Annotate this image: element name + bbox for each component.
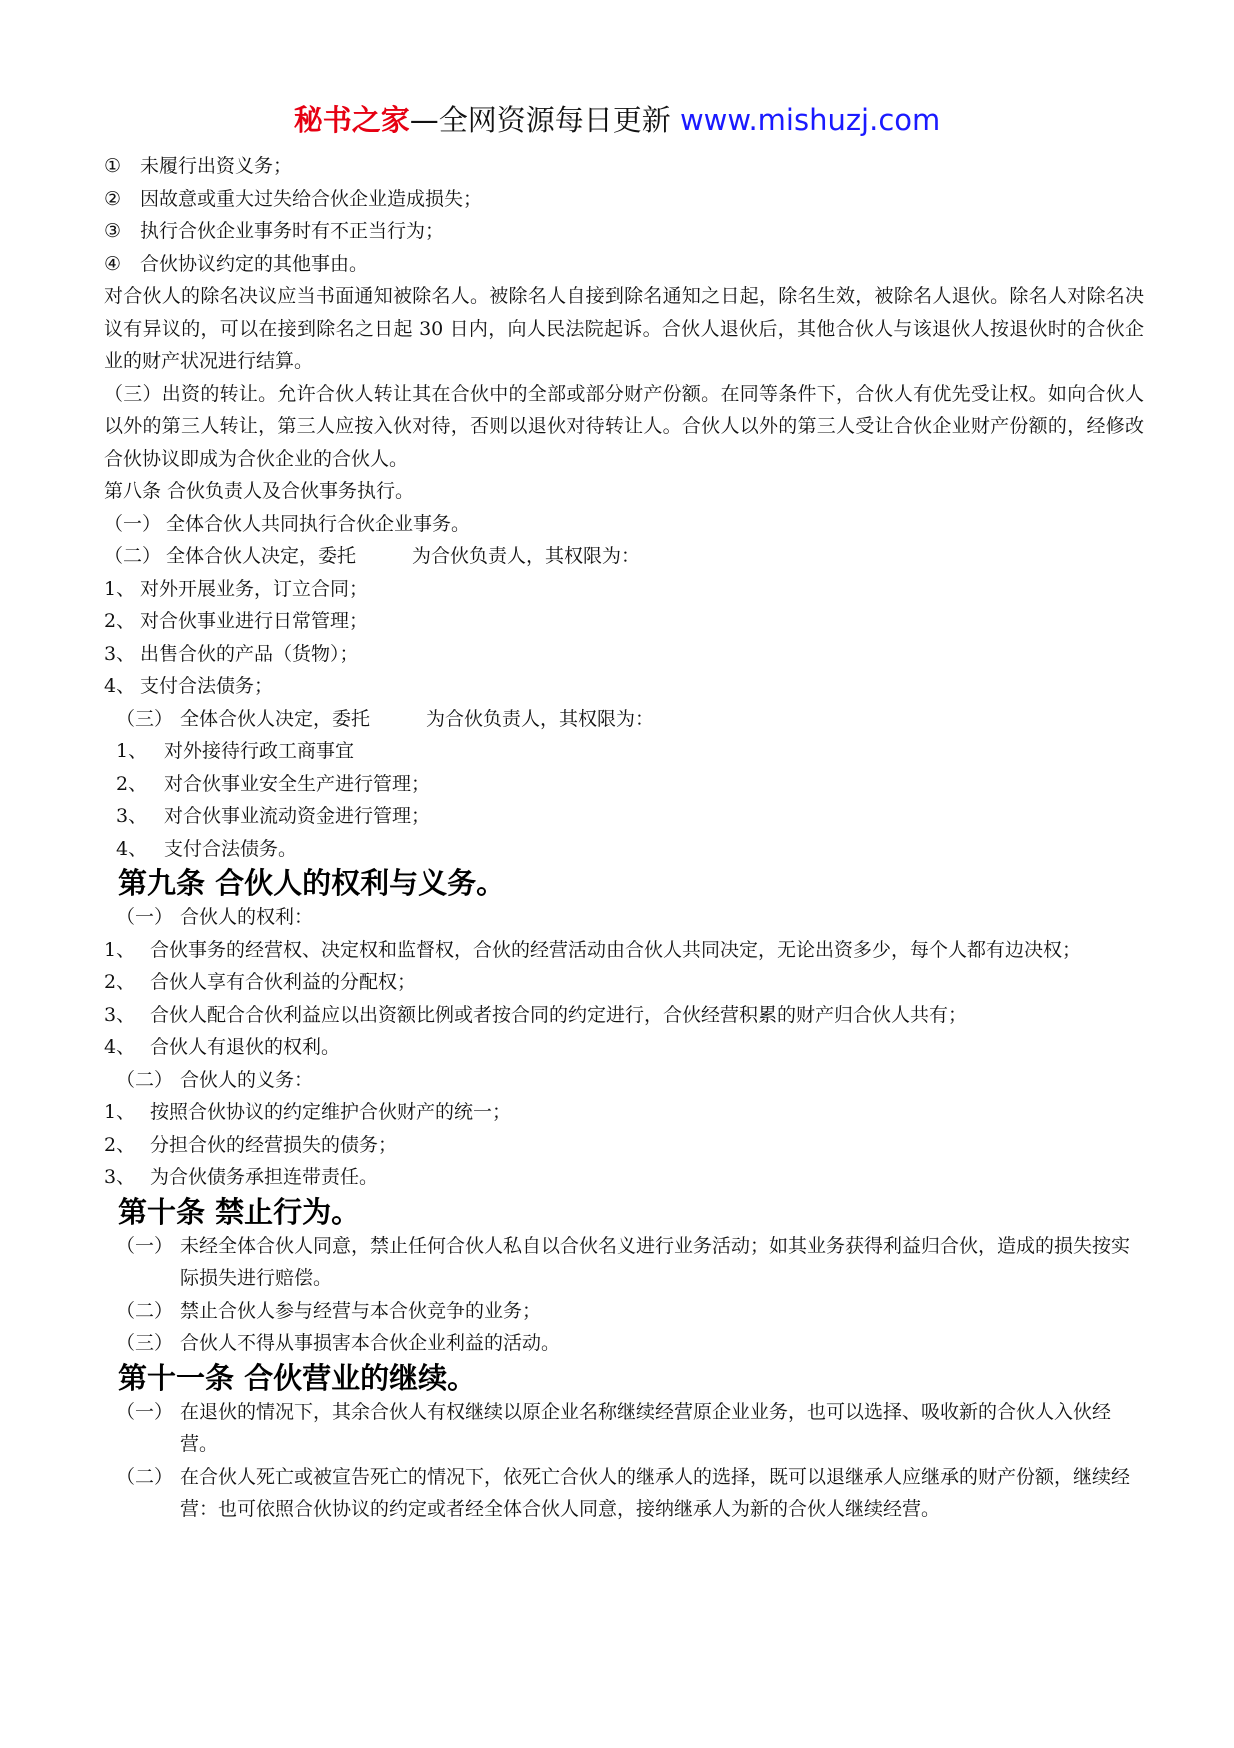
site-header [0, 100, 1234, 140]
item-marker: 4、 [116, 837, 148, 860]
item-marker: 2、 [104, 971, 136, 993]
list-item [104, 1161, 1144, 1194]
list-item [104, 768, 1144, 801]
list-item [104, 573, 1144, 606]
item-text: 支付合法债务； [140, 675, 274, 697]
item-text: 对外接待行政工商事宜 [164, 740, 355, 762]
item-text: 对合伙事业进行日常管理； [140, 610, 369, 632]
item-marker: （二） [104, 545, 162, 567]
header-brand: 秘书之家 [293, 103, 410, 137]
list-item [104, 703, 1144, 736]
item-marker: 1、 [116, 740, 148, 762]
item-marker: 1、 [104, 577, 136, 600]
item-marker: 1、 [104, 1101, 136, 1123]
item-marker: 3、 [104, 1166, 136, 1188]
list-item [104, 966, 1144, 999]
item-text: 合伙人享有合伙利益的分配权； [150, 971, 417, 993]
item-text: 全体合伙人共同执行合伙企业事务。 [166, 512, 471, 535]
item-marker: 3、 [116, 805, 148, 827]
item-text: 对外开展业务，订立合同； [140, 577, 369, 600]
paragraph-dismissal: 对合伙人的除名决议应当书面通知被除名人。被除名人自接到除名通知之日起，除名生效，被除名人退伙。除名人对除名决议有异议的，可以在接到除名之日起 30 日内，向人民法院起诉。合伙人退伙后，其他合伙人与该退伙人按退伙时的合伙企业的财产状况进行结算。 [104, 285, 1144, 372]
item-marker: 3、 [104, 642, 136, 665]
list-item [104, 1096, 1144, 1129]
item-marker: 2、 [104, 610, 136, 632]
article-10-title: 第十条 禁止行为。 [118, 1194, 361, 1229]
item-text [180, 703, 1144, 736]
item-marker: ② [104, 187, 122, 210]
item-text-b: 为合伙负责人，其权限为： [426, 707, 655, 730]
item-marker: 2、 [116, 772, 148, 795]
item-text [166, 540, 1144, 573]
item-text: 合伙人有退伙的权利。 [150, 1036, 341, 1058]
list-item [104, 1031, 1144, 1064]
item-text: 出售合伙的产品（货物）； [140, 642, 359, 665]
list-item [104, 999, 1144, 1032]
list-item [104, 508, 1144, 541]
list-item [104, 248, 1144, 281]
list-item [104, 540, 1144, 573]
item-text: 合伙人的权利： [180, 906, 314, 928]
item-text: 为合伙债务承担连带责任。 [150, 1166, 379, 1188]
item-text: 未经全体合伙人同意，禁止任何合伙人私自以合伙名义进行业务活动；如其业务获得利益归合伙，造成的损失按实际损失进行赔偿。 [180, 1234, 1131, 1289]
list-item [104, 215, 1144, 248]
item-marker: （一） [104, 512, 162, 535]
item-text: 对合伙事业安全生产进行管理； [164, 772, 431, 795]
list-item [104, 901, 1144, 934]
list-item [104, 605, 1144, 638]
list-item [104, 1327, 1144, 1360]
list-item [104, 735, 1144, 768]
item-marker: 2、 [104, 1133, 136, 1156]
list-item [104, 1230, 1144, 1295]
item-text: 按照合伙协议的约定维护合伙财产的统一； [150, 1101, 512, 1123]
item-text: 执行合伙企业事务时有不正当行为； [140, 220, 445, 242]
header-tagline: —全网资源每日更新 [409, 103, 671, 137]
list-item [104, 150, 1144, 183]
list-item [104, 183, 1144, 216]
article-8-title: 第八条 合伙负责人及合伙事务执行。 [104, 480, 415, 502]
item-marker: （二） [116, 1299, 174, 1322]
item-text: 因故意或重大过失给合伙企业造成损失； [140, 187, 483, 210]
item-text-a: 全体合伙人决定，委托 [166, 545, 357, 567]
list-item [104, 1064, 1144, 1097]
item-marker: 4、 [104, 1036, 136, 1058]
item-text-a: 全体合伙人决定，委托 [180, 707, 371, 730]
list-item [104, 934, 1144, 967]
item-marker: ① [104, 155, 122, 177]
list-item [104, 1461, 1144, 1526]
header-url[interactable]: www.mishuzj.com [679, 103, 941, 137]
document-body [104, 150, 1144, 1526]
item-marker: 1、 [104, 938, 136, 961]
list-item [104, 1129, 1144, 1162]
item-text: 合伙协议约定的其他事由。 [140, 252, 369, 275]
item-marker: （一） [116, 1234, 174, 1257]
item-text: 合伙事务的经营权、决定权和监督权，合伙的经营活动由合伙人共同决定，无论出资多少，每个人都有边决权； [150, 938, 1082, 961]
item-marker: ③ [104, 220, 122, 242]
item-marker: 3、 [104, 1003, 136, 1026]
item-text: 在退伙的情况下，其余合伙人有权继续以原企业名称继续经营原企业业务，也可以选择、吸收新的合伙人入伙经营。 [180, 1400, 1112, 1455]
list-item [104, 800, 1144, 833]
item-marker: （一） [116, 1400, 174, 1423]
item-text: 禁止合伙人参与经营与本合伙竞争的业务； [180, 1299, 542, 1322]
list-item [104, 833, 1144, 866]
item-marker: （三） [116, 707, 174, 730]
item-text: 合伙人不得从事损害本合伙企业利益的活动。 [180, 1332, 561, 1354]
list-item [104, 638, 1144, 671]
item-marker: （一） [116, 906, 174, 928]
item-marker: 4、 [104, 675, 136, 697]
item-text: 合伙人配合合伙利益应以出资额比例或者按合同的约定进行，合伙经营积累的财产归合伙人共有； [150, 1003, 968, 1026]
article-9-title: 第九条 合伙人的权利与义务。 [118, 866, 506, 900]
item-marker: ④ [104, 252, 122, 275]
article-11-title: 第十一条 合伙营业的继续。 [118, 1360, 477, 1395]
list-item [104, 1396, 1144, 1461]
item-marker: （三） [116, 1332, 174, 1354]
item-text: 对合伙事业流动资金进行管理； [164, 805, 431, 827]
item-text-b: 为合伙负责人，其权限为： [412, 545, 641, 567]
item-text: 分担合伙的经营损失的债务； [150, 1133, 398, 1156]
list-item [104, 1295, 1144, 1328]
item-marker: （二） [116, 1068, 174, 1091]
item-marker: （二） [116, 1465, 174, 1488]
item-text: 在合伙人死亡或被宣告死亡的情况下，依死亡合伙人的继承人的选择，既可以退继承人应继承的财产份额，继续经营：也可依照合伙协议的约定或者经全体合伙人同意，接纳继承人为新的合伙人继续经营。 [180, 1465, 1131, 1520]
list-item [104, 670, 1144, 703]
item-text: 合伙人的义务： [180, 1068, 314, 1091]
item-text: 支付合法债务。 [164, 837, 298, 860]
paragraph-transfer: （三）出资的转让。允许合伙人转让其在合伙中的全部或部分财产份额。在同等条件下，合伙人有优先受让权。如向合伙人以外的第三人转让，第三人应按入伙对待，否则以退伙对待转让人。合伙人以外的第三人受让合伙企业财产份额的，经修改合伙协议即成为合伙企业的合伙人。 [104, 382, 1144, 470]
item-text: 未履行出资义务； [140, 155, 293, 177]
